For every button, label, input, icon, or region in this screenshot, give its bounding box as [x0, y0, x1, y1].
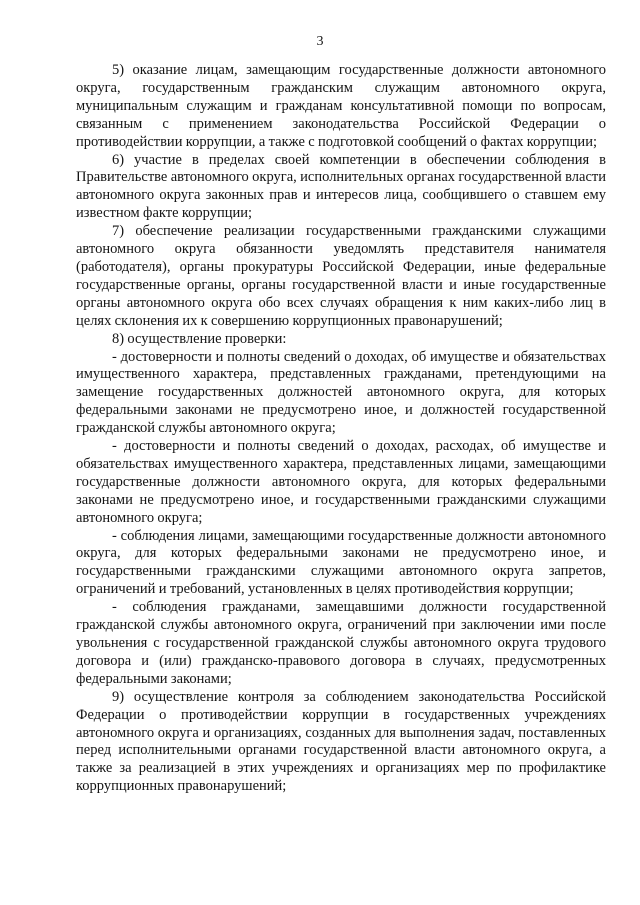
paragraph-item-7: 7) обеспечение реализации государственными гражданскими служащими автономного округа обязанности уведомлять представителя нанимателя (работодателя), органы прокуратуры Российской Федерации, иные федеральные государственные органы, органы государственной власти и иные государственные органы автономного округа обо всех случаях обращения к ним каких-либо лиц в целях склонения их к совершению коррупционных правонарушений;	[76, 223, 606, 329]
paragraph-item-8: 8) осуществление проверки:	[112, 330, 287, 347]
document-body	[76, 62, 606, 796]
paragraph-item-9: 9) осуществление контроля за соблюдением законодательства Российской Федерации о противодействии коррупции в государственных учреждениях автономного округа и организациях, созданных для выполнения задач, поставленных перед исполнительными органами государственной власти автономного округа, а также за реализацией в этих учреждениях и организациях мер по профилактике коррупционных правонарушений;	[76, 688, 606, 795]
paragraph-item-6: 6) участие в пределах своей компетенции в обеспечении соблюдения в Правительстве автономного округа, исполнительных органах государственной власти автономного округа законных прав и интересов лица, сообщившего о ставшем ему известном факте коррупции;	[76, 151, 606, 222]
paragraph-item-8-sub-4: - соблюдения гражданами, замещавшими должности государственной гражданской службы автономного округа, ограничений при заключении ими после увольнения с государственной гражданской службы автономного округа трудового договора и (или) гражданско-правового договора в случаях, предусмотренных федеральными законами;	[76, 599, 606, 687]
paragraph-item-8-sub-2: - достоверности и полноты сведений о доходах, расходах, об имуществе и обязательствах имущественного характера, представленных лицами, замещающими государственные должности автономного округа, для которых федеральными законами не предусмотрено иное, и государственными гражданскими служащими автономного округа;	[76, 438, 606, 526]
paragraph-item-5: 5) оказание лицам, замещающим государственные должности автономного округа, государственным гражданским служащим автономного округа, муниципальным служащим и гражданам консультативной помощи по вопросам, связанным с применением законодательства Российской Федерации о противодействии коррупции, а также с подготовкой сообщений о фактах коррупции;	[76, 62, 606, 150]
paragraph-item-8-sub-1: - достоверности и полноты сведений о доходах, об имуществе и обязательствах имущественного характера, представленных гражданами, претендующими на замещение государственных должностей автономного округа, для которых федеральными законами не предусмотрено иное, и должностей государственной гражданской службы автономного округа;	[76, 348, 606, 437]
paragraph-item-8-sub-3: - соблюдения лицами, замещающими государственные должности автономного округа, для которых федеральными законами не предусмотрено иное, и государственными гражданскими служащими автономного округа запретов, ограничений и требований, установленных в целях противодействия коррупции;	[76, 527, 606, 598]
page-number: 3	[316, 34, 324, 49]
